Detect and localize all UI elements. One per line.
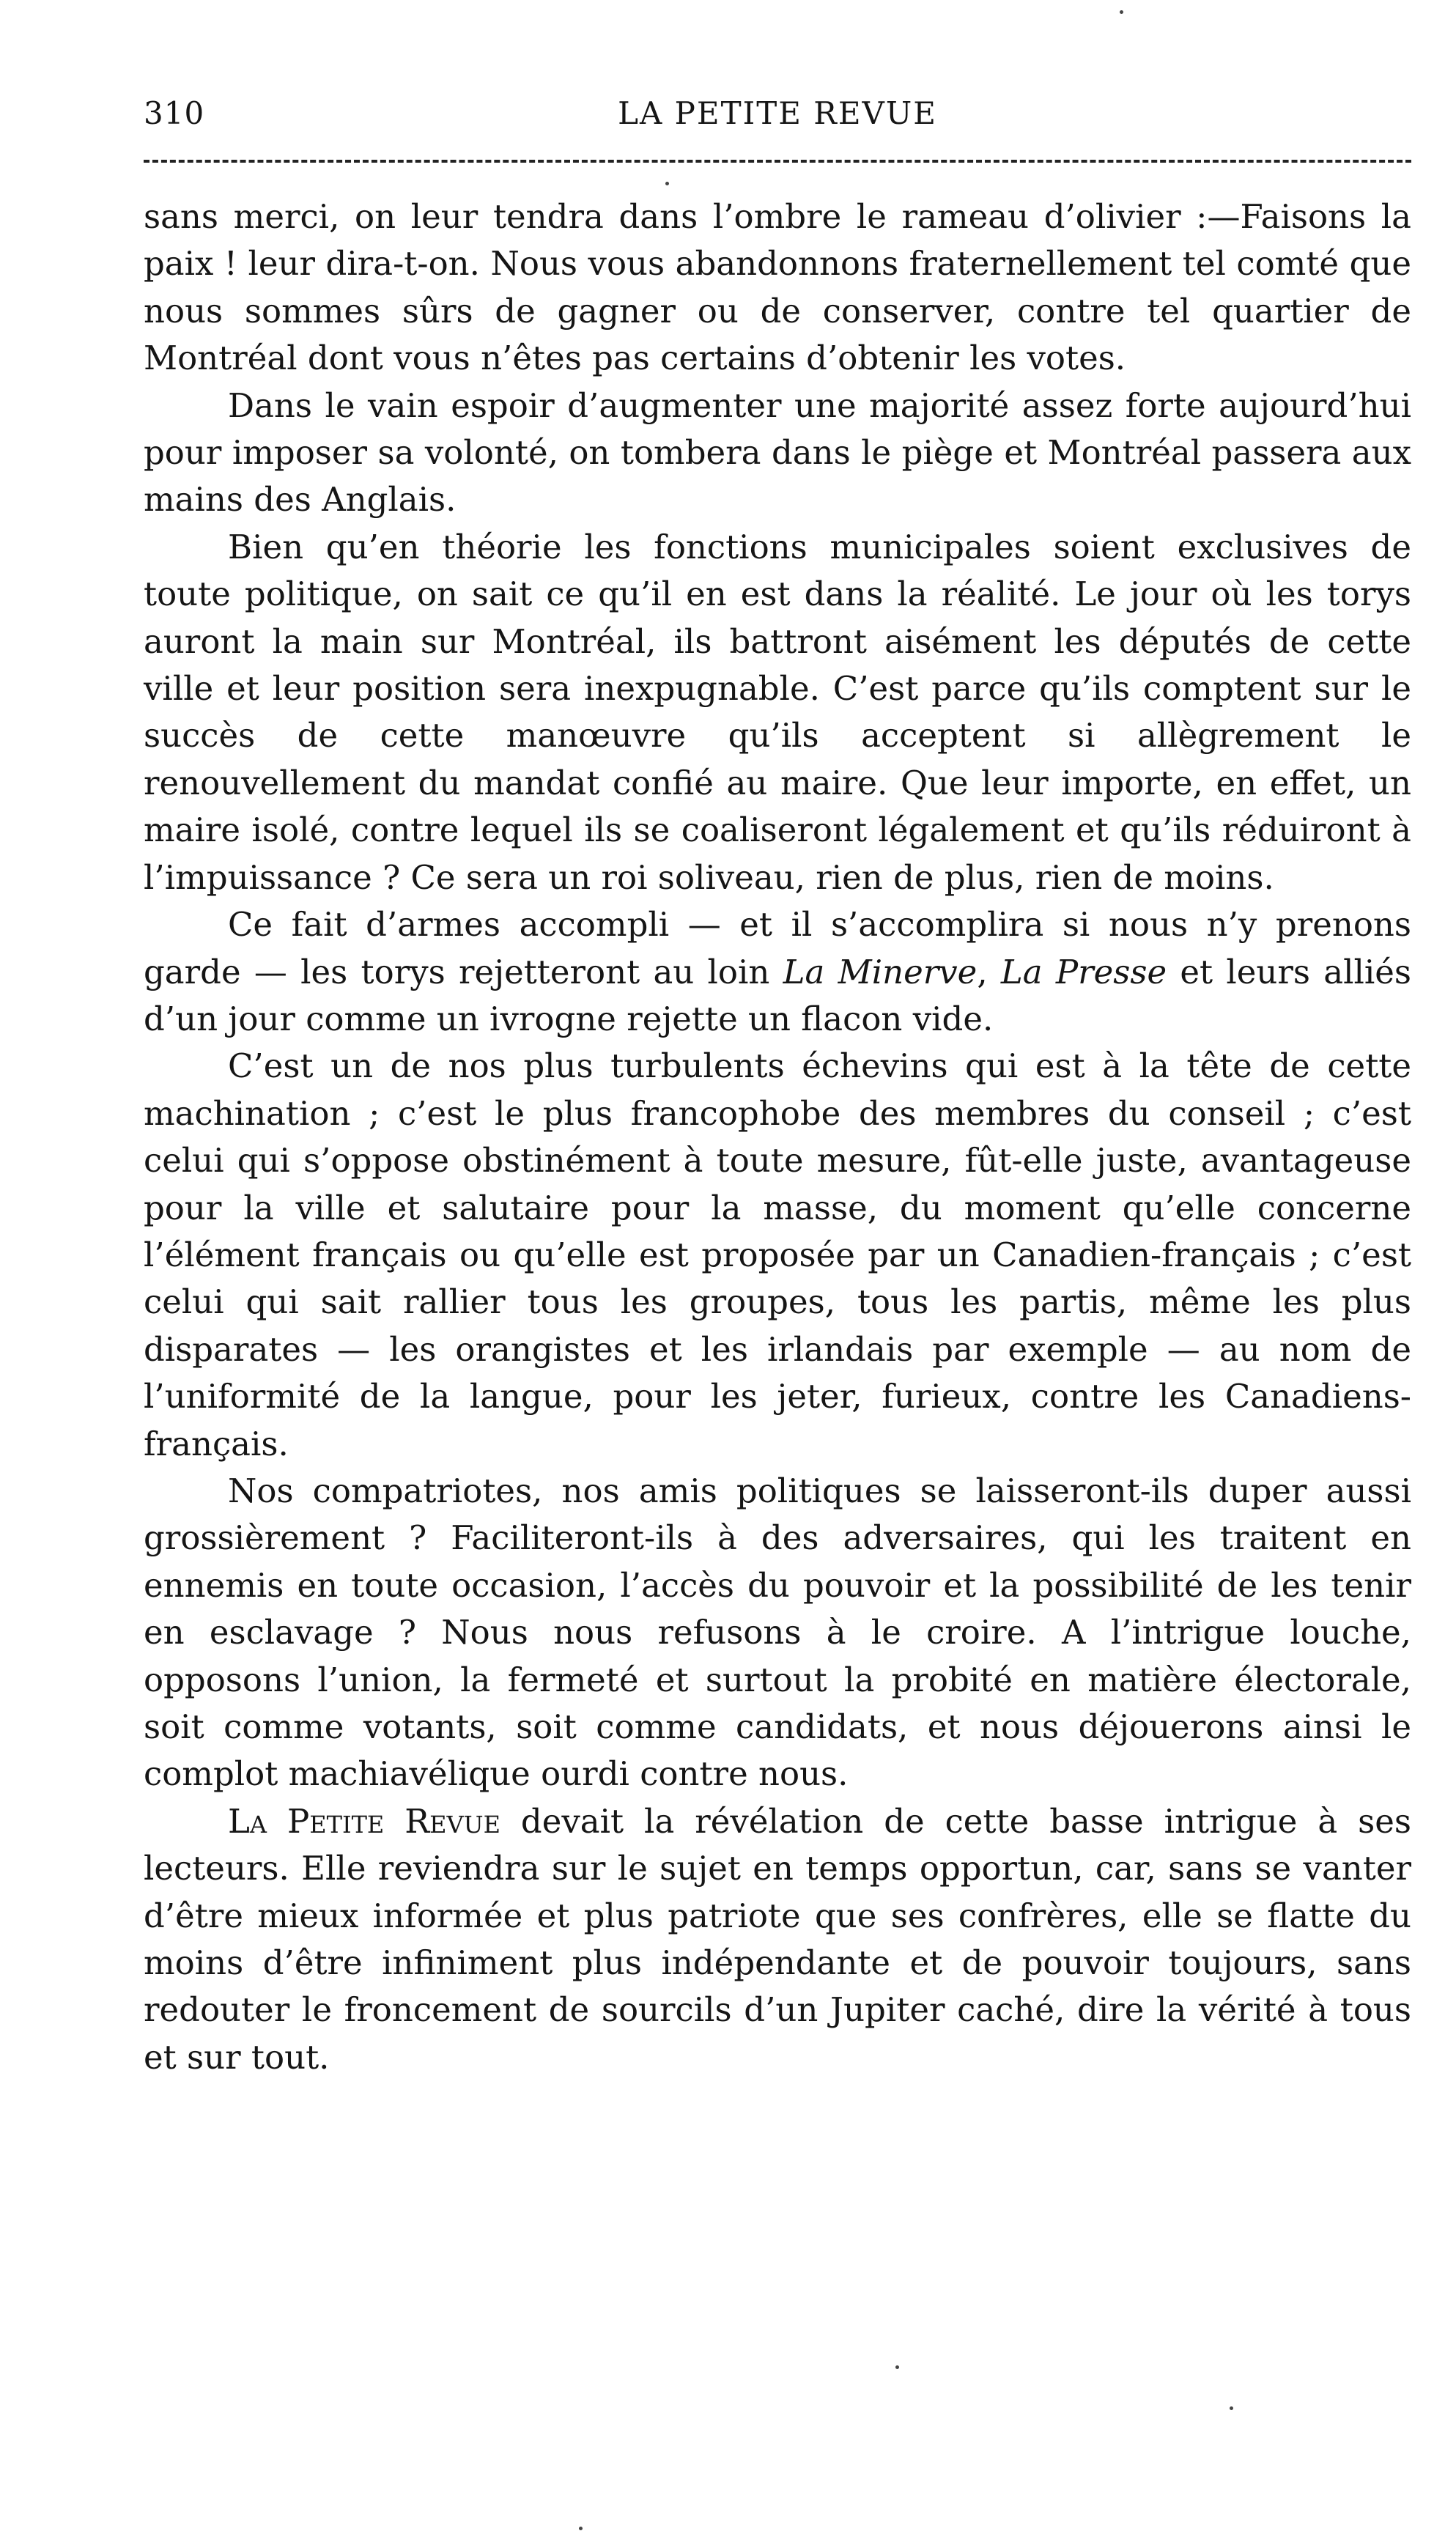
header-rule (144, 160, 1411, 163)
paragraph-7-text: devait la révélation de cette basse intrigue à ses lecteurs. Elle reviendra sur le sujet en temps opportun, car, sans se vanter d’être mieux informée et plus patriote que ses confrères, elle se flatte du moins d’être infiniment plus indépendante et de pouvoir toujours, sans redouter le froncement de sourcils d’un Jupiter caché, dire la vérité à tous et sur tout. (144, 1801, 1411, 2077)
print-speck (1120, 10, 1123, 14)
print-speck (665, 182, 669, 185)
running-title: LA PETITE REVUE (618, 95, 937, 131)
page-header (144, 89, 1411, 141)
paragraph-4-text-after: et leurs alliés d’un jour comme un ivrogne rejette un flacon vide. (144, 952, 1411, 1038)
magazine-title-small-caps: La Petite Revue (228, 1801, 500, 1841)
newspaper-title-la-presse: La Presse (1000, 952, 1167, 991)
paragraph-2: Dans le vain espoir d’augmenter une majorité assez forte aujourd’hui pour imposer sa volonté, on tombera dans le piège et Montréal passera aux mains des Anglais. (144, 385, 1411, 520)
article-body (144, 193, 1411, 2081)
paragraph-3: Bien qu’en théorie les fonctions municipales soient exclusives de toute politique, on sait ce qu’il en est dans la réalité. Le jour où les torys auront la main sur Montréal, ils battront aisément les députés de cette ville et leur position sera inexpugnable. C’est parce qu’ils comptent sur le succès de cette manœuvre qu’ils acceptent si allègrement le renouvellement du mandat confié au maire. Que leur importe, en effet, un maire isolé, contre lequel ils se coaliseront légalement et qu’ils réduiront à l’impuissance ? Ce sera un roi soliveau, rien de plus, rien de moins. (144, 527, 1411, 897)
paragraph-7 (144, 1798, 1411, 2081)
page-number: 310 (144, 95, 205, 131)
newspaper-title-la-minerve: La Minerve (783, 952, 978, 991)
paragraph-4-text-before: Ce fait d’armes accompli — et il s’accomplira si nous n’y prenons garde — les torys rejetteront au loin (144, 905, 1411, 991)
print-speck (895, 2365, 899, 2369)
paragraph-4 (144, 901, 1411, 1043)
print-speck (1230, 2406, 1233, 2410)
paragraph-6: Nos compatriotes, nos amis politiques se laisseront-ils duper aussi grossièrement ? Faciliteront-ils à des adversaires, qui les traitent en ennemis en toute occasion, l’accès du pouvoir et la possibilité de les tenir en esclavage ? Nous nous refusons à le croire. A l’intrigue louche, opposons l’union, la fermeté et surtout la probité en matière électorale, soit comme votants, soit comme candidats, et nous déjouerons ainsi le complot machiavélique ourdi contre nous. (144, 1471, 1411, 1794)
paragraph-1: sans merci, on leur tendra dans l’ombre le rameau d’olivier :—Faisons la paix ! leur dira-t-on. Nous vous abandonnons fraternellement tel comté que nous sommes sûrs de gagner ou de conserver, contre tel quartier de Montréal dont vous n’êtes pas certains d’obtenir les votes. (144, 197, 1411, 378)
print-speck (579, 2527, 583, 2530)
paragraph-5: C’est un de nos plus turbulents échevins qui est à la tête de cette machination ; c’est le plus francophobe des membres du conseil ; c’est celui qui s’oppose obstinément à toute mesure, fût-elle juste, avantageuse pour la ville et salutaire pour la masse, du moment qu’elle concerne l’élément français ou qu’elle est proposée par un Canadien-français ; c’est celui qui sait rallier tous les groupes, tous les partis, même les plus disparates — les orangistes et les irlandais par exemple — au nom de l’uniformité de la langue, pour les jeter, furieux, contre les Canadiens-français. (144, 1046, 1411, 1463)
paragraph-4-text-middle: , (977, 952, 1001, 991)
